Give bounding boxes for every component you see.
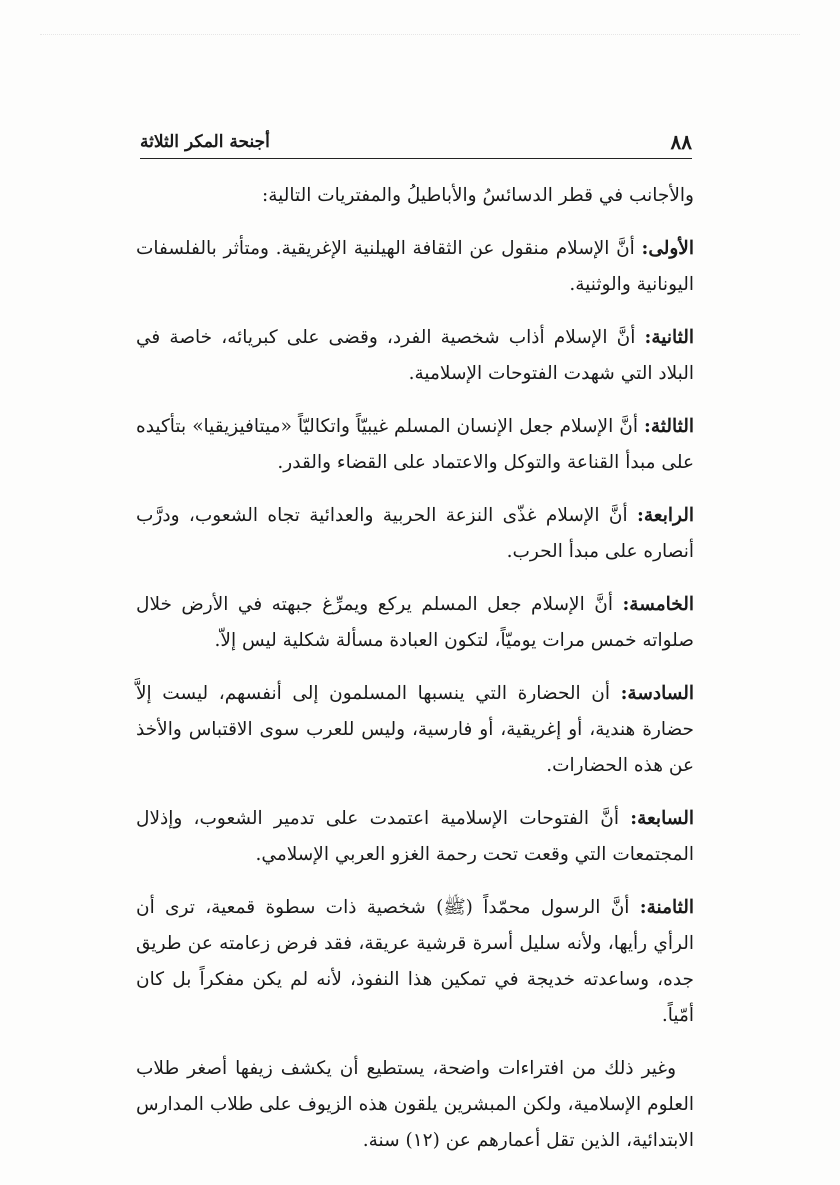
point-7-text: أنَّ الفتوحات الإسلامية اعتمدت على تدمير الشعوب، وإذلال المجتمعات التي وقعت تحت رحمة الغزو العربي الإسلامي. <box>136 808 694 865</box>
point-6-text: أن الحضارة التي ينسبها المسلمون إلى أنفسهم، ليست إلاَّ حضارة هندية، أو إغريقية، أو فارسية، وليس للعرب سوى الاقتباس والأخذ عن هذه الحضارات. <box>136 683 694 776</box>
point-2-paragraph <box>136 320 694 392</box>
point-8-paragraph <box>136 890 694 1034</box>
point-6-paragraph <box>136 676 694 784</box>
point-4-lead: الرابعة: <box>637 505 694 526</box>
point-3-paragraph <box>136 409 694 481</box>
point-2-lead: الثانية: <box>644 327 694 348</box>
point-3-text: أنَّ الإسلام جعل الإنسان المسلم غيبيّاً واتكاليّاً «ميتافيزيقيا» بتأكيده على مبدأ القناعة والتوكل والاعتماد على القضاء والقدر. <box>136 416 694 473</box>
running-header <box>140 130 692 159</box>
intro-paragraph: والأجانب في قطر الدسائسُ والأباطيلُ والمفتريات التالية: <box>262 185 694 206</box>
point-6-lead: السادسة: <box>620 683 694 704</box>
point-4-paragraph <box>136 498 694 570</box>
closing-paragraph: وغير ذلك من افتراءات واضحة، يستطيع أن يكشف زيفها أصغر طلاب العلوم الإسلامية، ولكن المبشرين يلقون هذه الزيوف على طلاب المدارس الابتدائية، الذين تقل أعمارهم عن (١٢) سنة. <box>136 1058 694 1151</box>
point-7-paragraph <box>136 801 694 873</box>
page-number: ٨٨ <box>670 130 692 154</box>
point-5-paragraph <box>136 587 694 659</box>
point-2-text: أنَّ الإسلام أذاب شخصية الفرد، وقضى على كبريائه، خاصة في البلاد التي شهدت الفتوحات الإسلامية. <box>136 327 694 384</box>
point-5-text: أنَّ الإسلام جعل المسلم يركع ويمرِّغ جبهته في الأرض خلال صلواته خمس مرات يوميّاً، لتكون العبادة مسألة شكلية ليس إلاّ. <box>136 594 694 651</box>
point-1-text: أنَّ الإسلام منقول عن الثقافة الهيلنية الإغريقية. ومتأثر بالفلسفات اليونانية والوثنية. <box>136 238 694 295</box>
point-3-lead: الثالثة: <box>644 416 694 437</box>
scan-edge-line <box>40 34 800 35</box>
point-8-lead: الثامنة: <box>639 897 694 918</box>
point-7-lead: السابعة: <box>630 808 694 829</box>
point-1-paragraph <box>136 231 694 303</box>
point-4-text: أنَّ الإسلام غذّى النزعة الحربية والعدائية تجاه الشعوب، ودرَّب أنصاره على مبدأ الحرب. <box>136 505 694 562</box>
point-8-text: أنَّ الرسول محمّداً (ﷺ) شخصية ذات سطوة قمعية، ترى أن الرأي رأيها، ولأنه سليل أسرة قرشية عريقة، فقد فرض زعامته عن طريق جده، وساعدته خديجة في تمكين هذا النفوذ، لأنه لم يكن مفكراً بل كان أمّياً. <box>136 897 694 1026</box>
point-5-lead: الخامسة: <box>622 594 694 615</box>
page-body <box>136 178 694 1176</box>
point-1-lead: الأولى: <box>641 238 694 259</box>
book-title: أجنحة المكر الثلاثة <box>140 132 270 152</box>
